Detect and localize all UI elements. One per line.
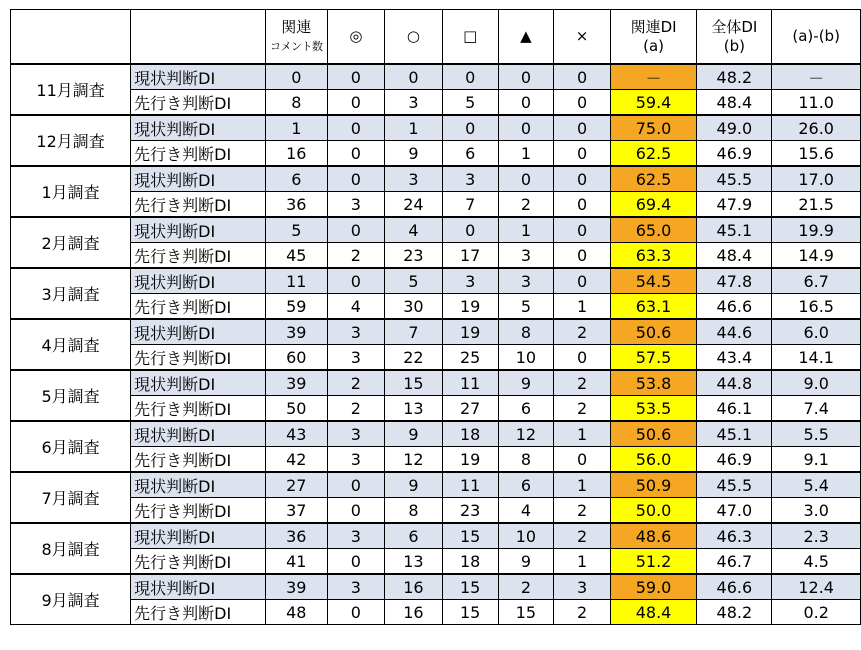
count-cell: 2 — [554, 498, 610, 524]
count-cell: 0 — [554, 64, 610, 90]
overall-di-cell: 46.9 — [697, 141, 772, 167]
related-di-cell: 50.6 — [610, 319, 697, 345]
count-cell: 19 — [442, 447, 498, 473]
count-cell: 42 — [265, 447, 327, 473]
survey-month-cell: 5月調査 — [11, 370, 131, 421]
count-cell: 11 — [442, 472, 498, 498]
count-cell: 3 — [327, 447, 384, 473]
table-row — [11, 549, 861, 575]
difference-cell: 2.3 — [772, 523, 861, 549]
count-cell: 45 — [265, 243, 327, 269]
count-cell: 0 — [265, 64, 327, 90]
table-row — [11, 447, 861, 473]
table-row — [11, 345, 861, 371]
related-di-cell: 53.8 — [610, 370, 697, 396]
column-header-1 — [131, 10, 266, 65]
related-di-cell: 48.4 — [610, 600, 697, 625]
column-header-line: ▲ — [520, 27, 532, 45]
overall-di-cell: 49.0 — [697, 115, 772, 141]
count-cell: 0 — [327, 217, 384, 243]
count-cell: 7 — [385, 319, 443, 345]
count-cell: 0 — [498, 64, 554, 90]
difference-cell: 6.0 — [772, 319, 861, 345]
count-cell: 0 — [498, 115, 554, 141]
table-row — [11, 370, 861, 396]
di-type-cell: 現状判断DI — [131, 115, 266, 141]
related-di-cell: 62.5 — [610, 166, 697, 192]
count-cell: 11 — [265, 268, 327, 294]
survey-month-cell: 11月調査 — [11, 64, 131, 115]
count-cell: 3 — [327, 574, 384, 600]
di-type-cell: 現状判断DI — [131, 370, 266, 396]
count-cell: 0 — [327, 268, 384, 294]
count-cell: 18 — [442, 421, 498, 447]
count-cell: 0 — [554, 192, 610, 218]
count-cell: 4 — [327, 294, 384, 320]
count-cell: 60 — [265, 345, 327, 371]
count-cell: 0 — [498, 90, 554, 116]
difference-cell: 0.2 — [772, 600, 861, 625]
related-di-cell: 63.3 — [610, 243, 697, 269]
count-cell: 2 — [327, 370, 384, 396]
count-cell: 0 — [385, 64, 443, 90]
count-cell: 15 — [442, 574, 498, 600]
count-cell: 15 — [442, 523, 498, 549]
table-row — [11, 217, 861, 243]
count-cell: 22 — [385, 345, 443, 371]
count-cell: 1 — [554, 549, 610, 575]
di-type-cell: 先行き判断DI — [131, 549, 266, 575]
count-cell: 0 — [327, 64, 384, 90]
count-cell: 0 — [554, 243, 610, 269]
overall-di-cell: 45.5 — [697, 472, 772, 498]
count-cell: 0 — [442, 217, 498, 243]
count-cell: 5 — [385, 268, 443, 294]
table-row — [11, 141, 861, 167]
count-cell: 0 — [327, 498, 384, 524]
column-header-line: ○ — [406, 27, 420, 45]
di-table-container — [10, 9, 861, 625]
count-cell: 0 — [327, 115, 384, 141]
survey-month-cell: 8月調査 — [11, 523, 131, 574]
di-type-cell: 現状判断DI — [131, 64, 266, 90]
table-row — [11, 319, 861, 345]
count-cell: 13 — [385, 396, 443, 422]
di-type-cell: 先行き判断DI — [131, 498, 266, 524]
related-di-cell: 53.5 — [610, 396, 697, 422]
count-cell: 9 — [385, 421, 443, 447]
overall-di-cell: 47.8 — [697, 268, 772, 294]
difference-cell: 9.1 — [772, 447, 861, 473]
column-header-10 — [772, 10, 861, 65]
difference-cell: 3.0 — [772, 498, 861, 524]
count-cell: 27 — [442, 396, 498, 422]
difference-cell: 16.5 — [772, 294, 861, 320]
overall-di-cell: 46.3 — [697, 523, 772, 549]
count-cell: 0 — [327, 472, 384, 498]
difference-cell: 19.9 — [772, 217, 861, 243]
count-cell: 18 — [442, 549, 498, 575]
table-row — [11, 523, 861, 549]
difference-cell: 4.5 — [772, 549, 861, 575]
survey-month-cell: 3月調査 — [11, 268, 131, 319]
overall-di-cell: 48.4 — [697, 243, 772, 269]
related-di-cell: 65.0 — [610, 217, 697, 243]
count-cell: 37 — [265, 498, 327, 524]
difference-cell: 14.9 — [772, 243, 861, 269]
difference-cell: 9.0 — [772, 370, 861, 396]
count-cell: 1 — [498, 141, 554, 167]
di-type-cell: 現状判断DI — [131, 574, 266, 600]
di-type-cell: 現状判断DI — [131, 268, 266, 294]
table-row — [11, 115, 861, 141]
count-cell: 9 — [498, 549, 554, 575]
count-cell: 0 — [327, 600, 384, 625]
overall-di-cell: 45.1 — [697, 421, 772, 447]
di-type-cell: 現状判断DI — [131, 166, 266, 192]
count-cell: 39 — [265, 370, 327, 396]
count-cell: 39 — [265, 319, 327, 345]
count-cell: 1 — [498, 217, 554, 243]
column-header-line: (b) — [723, 36, 745, 55]
survey-month-cell: 7月調査 — [11, 472, 131, 523]
overall-di-cell: 45.5 — [697, 166, 772, 192]
count-cell: 41 — [265, 549, 327, 575]
count-cell: 36 — [265, 192, 327, 218]
count-cell: 6 — [265, 166, 327, 192]
overall-di-cell: 43.4 — [697, 345, 772, 371]
count-cell: 4 — [385, 217, 443, 243]
count-cell: 1 — [554, 472, 610, 498]
count-cell: 8 — [265, 90, 327, 116]
overall-di-cell: 46.7 — [697, 549, 772, 575]
count-cell: 9 — [385, 472, 443, 498]
di-type-cell: 現状判断DI — [131, 523, 266, 549]
count-cell: 2 — [327, 396, 384, 422]
related-di-cell: 69.4 — [610, 192, 697, 218]
count-cell: 2 — [554, 319, 610, 345]
column-header-4 — [385, 10, 443, 65]
column-header-line: ◎ — [349, 27, 363, 45]
difference-cell: 5.4 — [772, 472, 861, 498]
di-type-cell: 先行き判断DI — [131, 345, 266, 371]
count-cell: 0 — [554, 115, 610, 141]
column-header-line: (a)-(b) — [792, 27, 840, 45]
survey-month-cell: 6月調査 — [11, 421, 131, 472]
related-di-cell: 56.0 — [610, 447, 697, 473]
count-cell: 27 — [265, 472, 327, 498]
column-header-line: □ — [463, 27, 478, 45]
column-header-3 — [327, 10, 384, 65]
difference-cell: 5.5 — [772, 421, 861, 447]
count-cell: 0 — [327, 166, 384, 192]
count-cell: 8 — [498, 447, 554, 473]
column-header-5 — [442, 10, 498, 65]
related-di-cell: － — [610, 64, 697, 90]
difference-cell: 6.7 — [772, 268, 861, 294]
column-header-8 — [610, 10, 697, 65]
count-cell: 2 — [498, 192, 554, 218]
count-cell: 16 — [265, 141, 327, 167]
count-cell: 16 — [385, 600, 443, 625]
survey-month-cell: 4月調査 — [11, 319, 131, 370]
related-di-cell: 59.4 — [610, 90, 697, 116]
difference-cell: 17.0 — [772, 166, 861, 192]
count-cell: 59 — [265, 294, 327, 320]
count-cell: 3 — [385, 90, 443, 116]
count-cell: 23 — [442, 498, 498, 524]
count-cell: 1 — [265, 115, 327, 141]
related-di-cell: 51.2 — [610, 549, 697, 575]
count-cell: 5 — [498, 294, 554, 320]
overall-di-cell: 46.6 — [697, 574, 772, 600]
count-cell: 39 — [265, 574, 327, 600]
count-cell: 0 — [327, 90, 384, 116]
related-di-cell: 57.5 — [610, 345, 697, 371]
count-cell: 3 — [554, 574, 610, 600]
di-type-cell: 先行き判断DI — [131, 90, 266, 116]
count-cell: 1 — [554, 294, 610, 320]
table-row — [11, 498, 861, 524]
count-cell: 8 — [498, 319, 554, 345]
count-cell: 3 — [498, 243, 554, 269]
overall-di-cell: 45.1 — [697, 217, 772, 243]
column-header-7 — [554, 10, 610, 65]
column-header-line: (a) — [643, 36, 664, 55]
count-cell: 0 — [554, 166, 610, 192]
count-cell: 30 — [385, 294, 443, 320]
count-cell: 48 — [265, 600, 327, 625]
count-cell: 2 — [498, 574, 554, 600]
difference-cell: 15.6 — [772, 141, 861, 167]
overall-di-cell: 44.6 — [697, 319, 772, 345]
overall-di-cell: 46.1 — [697, 396, 772, 422]
table-row — [11, 90, 861, 116]
count-cell: 0 — [327, 141, 384, 167]
table-row — [11, 574, 861, 600]
related-di-cell: 62.5 — [610, 141, 697, 167]
count-cell: 8 — [385, 498, 443, 524]
count-cell: 3 — [385, 166, 443, 192]
count-cell: 9 — [498, 370, 554, 396]
count-cell: 5 — [442, 90, 498, 116]
survey-month-cell: 2月調査 — [11, 217, 131, 268]
count-cell: 0 — [442, 64, 498, 90]
count-cell: 6 — [498, 396, 554, 422]
count-cell: 0 — [554, 268, 610, 294]
count-cell: 3 — [442, 166, 498, 192]
count-cell: 17 — [442, 243, 498, 269]
count-cell: 11 — [442, 370, 498, 396]
table-row — [11, 243, 861, 269]
column-header-2 — [265, 10, 327, 65]
related-di-cell: 75.0 — [610, 115, 697, 141]
overall-di-cell: 46.6 — [697, 294, 772, 320]
di-type-cell: 現状判断DI — [131, 472, 266, 498]
table-body — [11, 64, 861, 625]
di-type-cell: 先行き判断DI — [131, 294, 266, 320]
count-cell: 24 — [385, 192, 443, 218]
difference-cell: 14.1 — [772, 345, 861, 371]
count-cell: 6 — [385, 523, 443, 549]
count-cell: 3 — [327, 523, 384, 549]
column-header-line: × — [575, 27, 589, 45]
count-cell: 13 — [385, 549, 443, 575]
column-header-0 — [11, 10, 131, 65]
difference-cell: 11.0 — [772, 90, 861, 116]
table-row — [11, 64, 861, 90]
column-header-9 — [697, 10, 772, 65]
related-di-cell: 50.6 — [610, 421, 697, 447]
count-cell: 16 — [385, 574, 443, 600]
overall-di-cell: 44.8 — [697, 370, 772, 396]
count-cell: 23 — [385, 243, 443, 269]
table-row — [11, 166, 861, 192]
count-cell: 0 — [327, 549, 384, 575]
count-cell: 10 — [498, 523, 554, 549]
column-header-line: 関連DI — [630, 17, 677, 36]
di-type-cell: 先行き判断DI — [131, 141, 266, 167]
count-cell: 3 — [498, 268, 554, 294]
count-cell: 3 — [442, 268, 498, 294]
count-cell: 4 — [498, 498, 554, 524]
overall-di-cell: 48.2 — [697, 64, 772, 90]
count-cell: 12 — [385, 447, 443, 473]
di-type-cell: 先行き判断DI — [131, 447, 266, 473]
related-di-cell: 63.1 — [610, 294, 697, 320]
difference-cell: － — [772, 64, 861, 90]
di-type-cell: 先行き判断DI — [131, 192, 266, 218]
table-row — [11, 268, 861, 294]
difference-cell: 21.5 — [772, 192, 861, 218]
count-cell: 9 — [385, 141, 443, 167]
count-cell: 25 — [442, 345, 498, 371]
column-header-line: コメント数 — [270, 39, 323, 53]
count-cell: 3 — [327, 192, 384, 218]
count-cell: 0 — [554, 345, 610, 371]
di-type-cell: 先行き判断DI — [131, 243, 266, 269]
count-cell: 7 — [442, 192, 498, 218]
count-cell: 3 — [327, 421, 384, 447]
table-row — [11, 600, 861, 625]
related-di-cell: 48.6 — [610, 523, 697, 549]
column-header-6 — [498, 10, 554, 65]
di-type-cell: 先行き判断DI — [131, 396, 266, 422]
di-type-cell: 現状判断DI — [131, 421, 266, 447]
overall-di-cell: 48.2 — [697, 600, 772, 625]
column-header-line: 関連 — [281, 17, 312, 36]
column-header-line: 全体DI — [711, 17, 758, 36]
count-cell: 12 — [498, 421, 554, 447]
table-row — [11, 472, 861, 498]
related-di-cell: 50.9 — [610, 472, 697, 498]
count-cell: 0 — [498, 166, 554, 192]
count-cell: 3 — [327, 345, 384, 371]
count-cell: 15 — [498, 600, 554, 625]
count-cell: 50 — [265, 396, 327, 422]
count-cell: 0 — [554, 447, 610, 473]
count-cell: 1 — [554, 421, 610, 447]
count-cell: 15 — [442, 600, 498, 625]
related-di-cell: 50.0 — [610, 498, 697, 524]
di-type-cell: 現状判断DI — [131, 217, 266, 243]
survey-month-cell: 12月調査 — [11, 115, 131, 166]
count-cell: 0 — [442, 115, 498, 141]
table-row — [11, 421, 861, 447]
table-row — [11, 294, 861, 320]
count-cell: 2 — [554, 523, 610, 549]
table-row — [11, 192, 861, 218]
count-cell: 10 — [498, 345, 554, 371]
header-row — [11, 10, 861, 65]
count-cell: 3 — [327, 319, 384, 345]
count-cell: 1 — [385, 115, 443, 141]
count-cell: 2 — [554, 600, 610, 625]
overall-di-cell: 47.0 — [697, 498, 772, 524]
overall-di-cell: 46.9 — [697, 447, 772, 473]
overall-di-cell: 47.9 — [697, 192, 772, 218]
count-cell: 0 — [554, 90, 610, 116]
count-cell: 5 — [265, 217, 327, 243]
count-cell: 36 — [265, 523, 327, 549]
survey-month-cell: 1月調査 — [11, 166, 131, 217]
di-table — [10, 9, 861, 625]
overall-di-cell: 48.4 — [697, 90, 772, 116]
count-cell: 2 — [554, 396, 610, 422]
count-cell: 6 — [498, 472, 554, 498]
related-di-cell: 59.0 — [610, 574, 697, 600]
difference-cell: 26.0 — [772, 115, 861, 141]
count-cell: 15 — [385, 370, 443, 396]
count-cell: 0 — [554, 141, 610, 167]
count-cell: 19 — [442, 294, 498, 320]
related-di-cell: 54.5 — [610, 268, 697, 294]
survey-month-cell: 9月調査 — [11, 574, 131, 625]
difference-cell: 12.4 — [772, 574, 861, 600]
difference-cell: 7.4 — [772, 396, 861, 422]
di-type-cell: 現状判断DI — [131, 319, 266, 345]
count-cell: 0 — [554, 217, 610, 243]
count-cell: 2 — [554, 370, 610, 396]
table-row — [11, 396, 861, 422]
di-type-cell: 先行き判断DI — [131, 600, 266, 625]
count-cell: 19 — [442, 319, 498, 345]
count-cell: 43 — [265, 421, 327, 447]
count-cell: 2 — [327, 243, 384, 269]
count-cell: 6 — [442, 141, 498, 167]
